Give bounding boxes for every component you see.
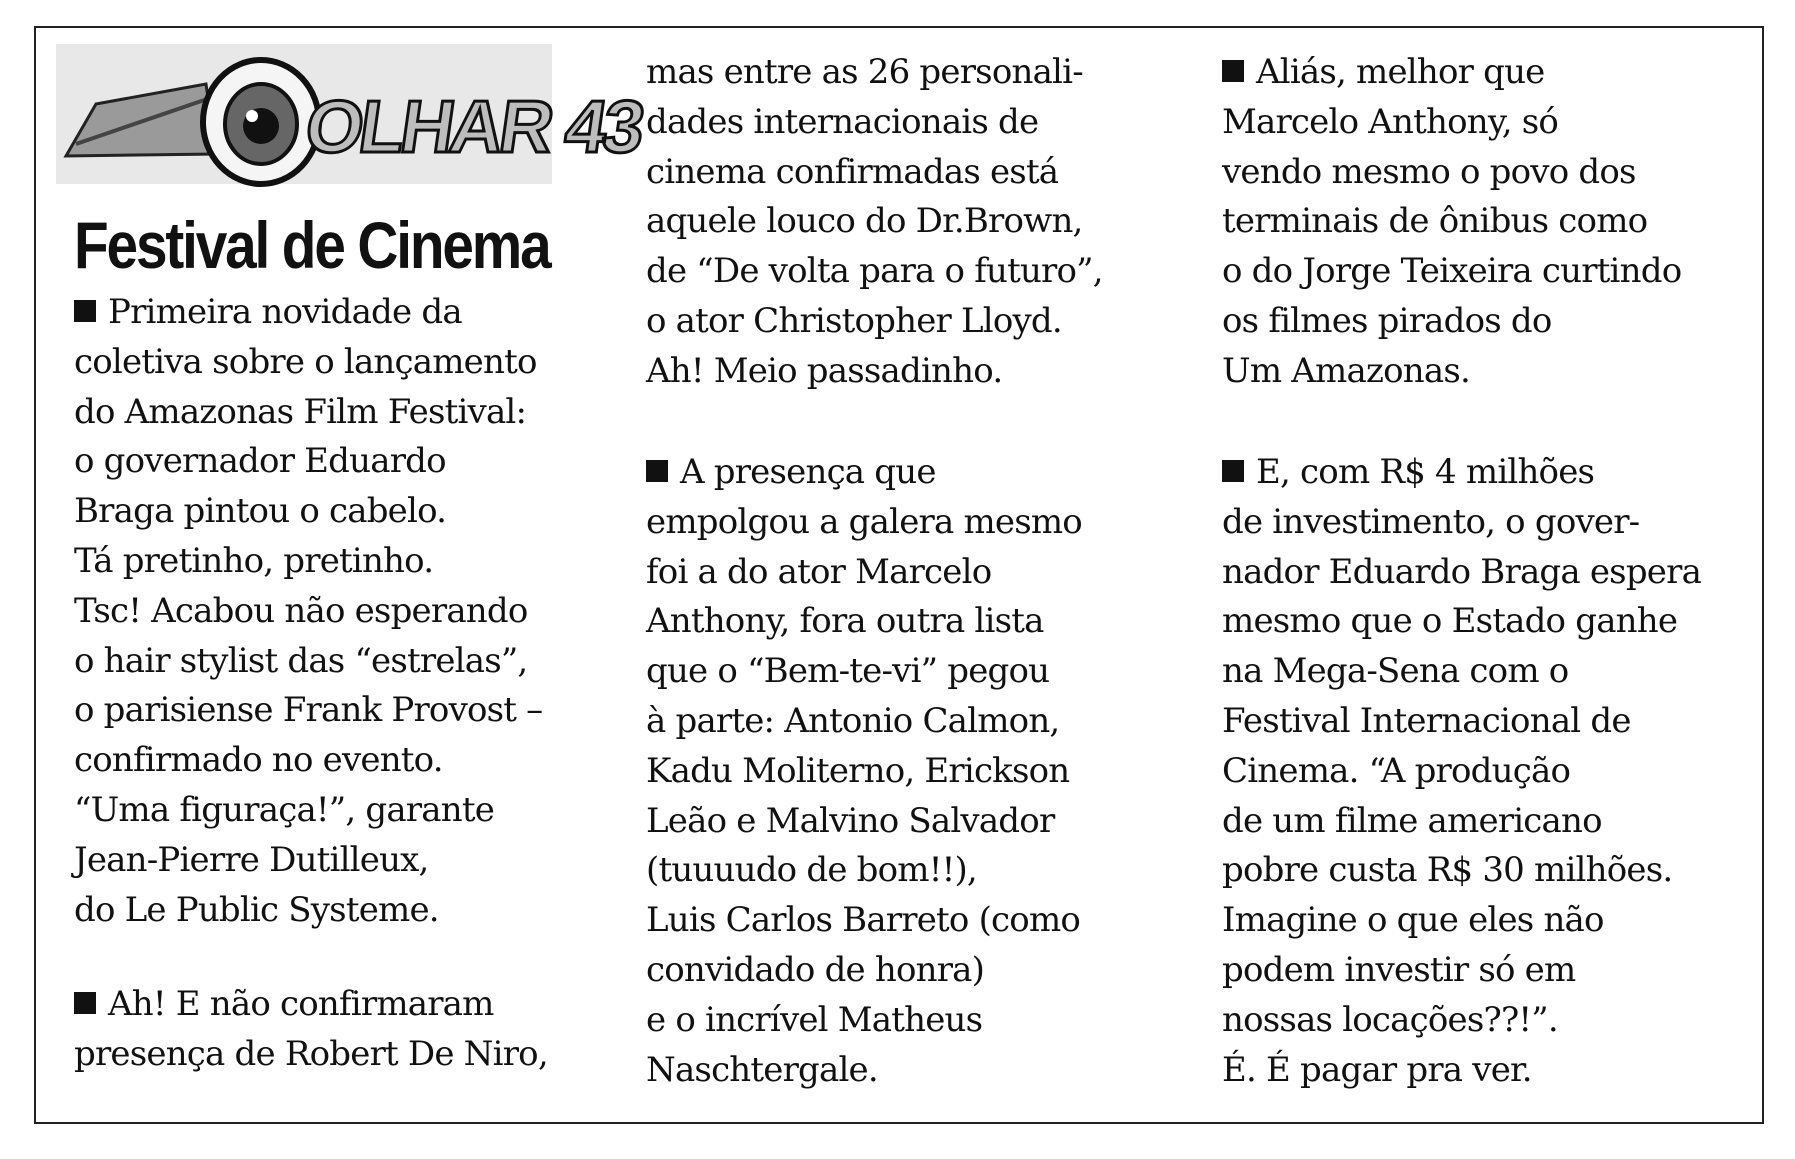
text-line: e o incrível Matheus [646, 999, 983, 1040]
text-line: mesmo que o Estado ganhe [1222, 601, 1678, 642]
text-line: É. É pagar pra ver. [1222, 1049, 1532, 1090]
text-line: Kadu Moliterno, Erickson [646, 750, 1070, 791]
headline: Festival de Cinema [74, 208, 550, 282]
text-line: terminais de ônibus como [1222, 201, 1648, 242]
text-line: Jean-Pierre Dutilleux, [74, 839, 429, 880]
text-line: na Mega-Sena com o [1222, 651, 1569, 692]
text-line: o hair stylist das “estrelas”, [74, 640, 528, 681]
text-line: Braga pintou o cabelo. [74, 491, 447, 532]
text-line: Primeira novidade da [74, 288, 614, 338]
text-line: de investimento, o gover- [1222, 501, 1640, 542]
text-line: mas entre as 26 personali- [646, 52, 1083, 92]
text-line: aquele louco do Dr.Brown, [646, 201, 1083, 242]
text-line: Leão e Malvino Salvador [646, 800, 1055, 841]
text-line: Anthony, fora outra lista [646, 601, 1044, 642]
text-line: Ah! E não confirmaram [74, 980, 614, 1030]
text-line: nador Eduardo Braga espera [1222, 551, 1702, 592]
text-line: de “De volta para o futuro”, [646, 251, 1103, 292]
text-line: Aliás, melhor que [1222, 48, 1742, 98]
text-line: Imagine o que eles não [1222, 900, 1604, 941]
text-line: o do Jorge Teixeira curtindo [1222, 251, 1682, 292]
text-line: à parte: Antonio Calmon, [646, 700, 1060, 741]
text-line: cinema confirmadas está [646, 151, 1059, 192]
text-line: Naschtergale. [646, 1049, 878, 1090]
text-line: o governador Eduardo [74, 441, 446, 482]
text-line: Um Amazonas. [1222, 350, 1470, 391]
text-line: empolgou a galera mesmo [646, 501, 1082, 542]
text-line: do Amazonas Film Festival: [74, 391, 527, 432]
text-line: foi a do ator Marcelo [646, 551, 992, 592]
text-line: “Uma figuraça!”, garante [74, 789, 495, 830]
paragraph-5 [1222, 448, 1742, 1095]
paragraph-2 [74, 980, 614, 1080]
text-line: Tá pretinho, pretinho. [74, 540, 434, 581]
text-line: o parisiense Frank Provost – [74, 690, 543, 731]
paragraph-1 [74, 288, 614, 935]
text-line: do Le Public Systeme. [74, 889, 439, 930]
text-line: vendo mesmo o povo dos [1222, 151, 1636, 192]
logo-text: OLHAR 43 [300, 85, 647, 168]
text-line: convidado de honra) [646, 949, 985, 990]
text-line: (tuuuudo de bom!!), [646, 850, 977, 891]
text-line: de um filme americano [1222, 800, 1602, 841]
bullet-square-icon [1222, 460, 1244, 482]
text-line: Marcelo Anthony, só [1222, 101, 1559, 142]
text-line: Ah! Meio passadinho. [646, 350, 1003, 391]
text-line: Festival Internacional de [1222, 700, 1631, 741]
text-line: Tsc! Acabou não esperando [74, 590, 528, 631]
bullet-square-icon [74, 300, 96, 322]
paragraph-4 [1222, 48, 1742, 397]
paragraph-3 [646, 448, 1186, 1095]
text-line: confirmado no evento. [74, 740, 443, 781]
text-line: coletiva sobre o lançamento [74, 341, 537, 382]
text-line: pobre custa R$ 30 milhões. [1222, 850, 1673, 891]
text-line: A presença que [646, 448, 1186, 498]
bullet-square-icon [646, 460, 668, 482]
text-line: nossas locações??!”. [1222, 999, 1558, 1040]
text-line: o ator Christopher Lloyd. [646, 300, 1062, 341]
text-line: que o “Bem-te-vi” pegou [646, 651, 1050, 692]
text-line: presença de Robert De Niro, [74, 1033, 548, 1074]
text-line: os filmes pirados do [1222, 300, 1552, 341]
eye-magnifier-logo-icon [56, 44, 647, 184]
bullet-square-icon [74, 992, 96, 1014]
text-line: podem investir só em [1222, 949, 1576, 990]
text-line: Cinema. “A produção [1222, 750, 1571, 791]
paragraph-2-continued [646, 48, 1186, 397]
text-line: dades internacionais de [646, 101, 1039, 142]
text-line: E, com R$ 4 milhões [1222, 448, 1742, 498]
text-line: Luis Carlos Barreto (como [646, 900, 1081, 941]
bullet-square-icon [1222, 60, 1244, 82]
